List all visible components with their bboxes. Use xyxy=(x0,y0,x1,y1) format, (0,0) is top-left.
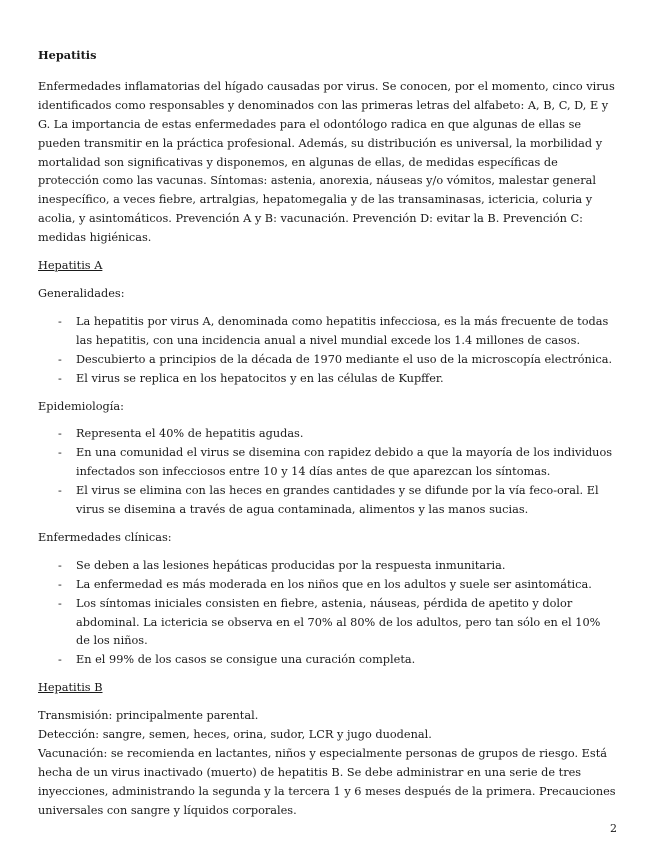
document-title: Hepatitis xyxy=(38,48,97,62)
list-item: - La hepatitis por virus A, denominada como hepatitis infecciosa, es la más frecuente de todas las hepatitis, con una incidencia anual a nivel mundial excede los 1.4 millones de casos. xyxy=(38,313,616,351)
hepatitis-b-heading: Hepatitis B xyxy=(38,681,103,695)
deteccion-line: Detección: sangre, semen, heces, orina, sudor, LCR y jugo duodenal. xyxy=(38,728,432,742)
list-item: - En una comunidad el virus se disemina con rapidez debido a que la mayoría de los individuos infectados son infecciosos entre 10 y 14 días antes de que aparezcan los síntomas. xyxy=(38,444,616,482)
intro-paragraph: Enfermedades inflamatorias del hígado causadas por virus. Se conocen, por el momento, cinco virus identificados como responsables y denominados con las primeras letras del alfabeto: A, B, C, D, E y G. La importancia de estas enfermedades para el odontólogo radica en que algunas de ellas se pueden transmitir en la práctica profesional. Además, su distribución es universal, la morbilidad y mortalidad son significativas y disponemos, en algunas de ellas, de medidas específicas de protección como las vacunas. Síntomas: astenia, anorexia, náuseas y/o vómitos, malestar general inespecífico, a veces fiebre, artralgias, hepatomegalia y de las transaminasas, ictericia, coluria y acolia, y asintomáticos. Prevención A y B: vacunación. Prevención D: evitar la B. Prevención C: medidas higiénicas. xyxy=(38,79,615,245)
list-item: - La enfermedad es más moderada en los niños que en los adultos y suele ser asintomática. xyxy=(38,576,616,595)
clinicas-list xyxy=(38,557,616,670)
list-item: - El virus se elimina con las heces en grandes cantidades y se difunde por la vía feco-oral. El virus se disemina a través de agua contaminada, alimentos y las manos sucias. xyxy=(38,482,616,520)
list-item: - Descubierto a principios de la década de 1970 mediante el uso de la microscopía electrónica. xyxy=(38,351,616,370)
generalidades-label: Generalidades: xyxy=(38,286,125,300)
list-item: - Los síntomas iniciales consisten en fiebre, astenia, náuseas, pérdida de apetito y dolor abdominal. La ictericia se observa en el 70% al 80% de los adultos, pero tan sólo en el 10% de los niños. xyxy=(38,595,616,652)
transmision-line: Transmisión: principalmente parental. xyxy=(38,709,259,723)
generalidades-list xyxy=(38,313,616,389)
vacunacion-paragraph: Vacunación: se recomienda en lactantes, niños y especialmente personas de grupos de riesgo. Está hecha de un virus inactivado (muerto) de hepatitis B. Se debe administrar en una serie de tres inyecciones, administrando la segunda y la tercera 1 y 6 meses después de la primera. Precauciones universales con sangre y líquidos corporales. xyxy=(38,747,616,817)
page-number: 2 xyxy=(610,822,617,835)
list-item: - Se deben a las lesiones hepáticas producidas por la respuesta inmunitaria. xyxy=(38,557,616,576)
list-item: - Representa el 40% de hepatitis agudas. xyxy=(38,425,616,444)
document-page xyxy=(38,46,616,821)
list-item: - En el 99% de los casos se consigue una curación completa. xyxy=(38,651,616,670)
clinicas-label: Enfermedades clínicas: xyxy=(38,530,172,544)
epidemiologia-list xyxy=(38,425,616,520)
epidemiologia-label: Epidemiología: xyxy=(38,399,124,413)
hepatitis-a-heading: Hepatitis A xyxy=(38,259,103,273)
list-item: - El virus se replica en los hepatocitos y en las células de Kupffer. xyxy=(38,370,616,389)
